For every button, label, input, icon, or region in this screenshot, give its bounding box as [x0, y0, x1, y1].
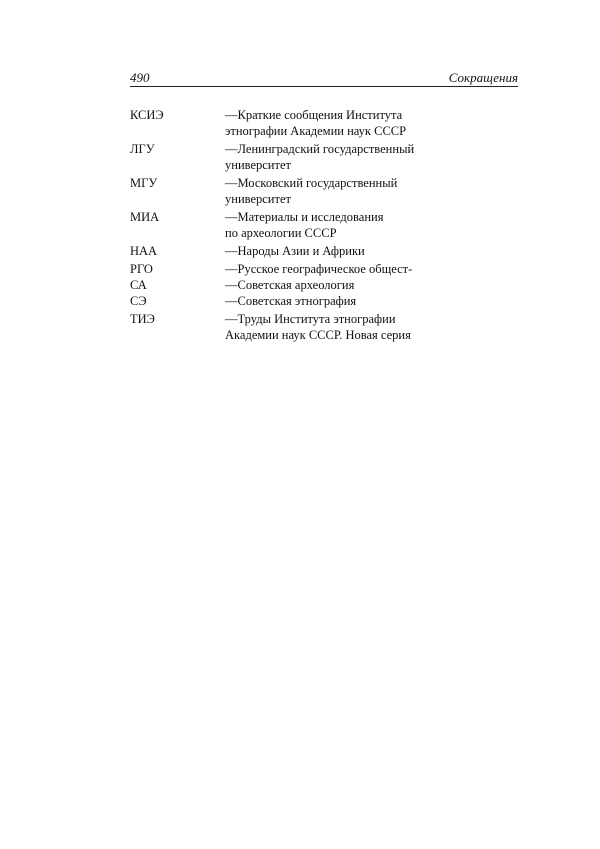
abbreviation-entry [130, 243, 518, 259]
abbreviation-expansion [225, 243, 518, 259]
abbreviation-entry [130, 261, 518, 277]
abbreviation-term: МИА [130, 210, 160, 224]
expansion-line: —Ленинградский государственный [225, 142, 415, 156]
running-header [130, 70, 518, 87]
abbreviation-term: РГО [130, 262, 153, 276]
abbreviation-term: НАА [130, 244, 158, 258]
abbreviation-expansion [225, 209, 518, 241]
abbreviation-entry [130, 311, 518, 343]
abbreviation-entry [130, 107, 518, 139]
page-number: 490 [130, 70, 150, 85]
expansion-line: —Московский государственный [225, 176, 398, 190]
abbreviation-entry [130, 293, 518, 309]
abbreviation-term: СЭ [130, 294, 147, 308]
expansion-line: —Краткие сообщения Института [225, 108, 403, 122]
expansion-line: университет [225, 158, 291, 172]
expansion-line: —Русское географическое общест- [225, 262, 413, 276]
expansion-line: —Народы Азии и Африки [225, 244, 365, 258]
expansion-line: —Труды Института этнографии [225, 312, 396, 326]
abbreviation-entry [130, 175, 518, 207]
abbreviation-entry [130, 141, 518, 173]
abbreviation-expansion [225, 277, 518, 293]
abbreviation-entry [130, 209, 518, 241]
abbreviation-expansion [225, 175, 518, 207]
expansion-line: этнографии Академии наук СССР [225, 124, 407, 138]
abbreviation-expansion [225, 311, 518, 343]
expansion-line: по археологии СССР [225, 226, 337, 240]
abbreviation-entry [130, 277, 518, 293]
expansion-line: —Материалы и исследования [225, 210, 384, 224]
abbreviation-term: ЛГУ [130, 142, 155, 156]
expansion-line: —Советская археология [225, 278, 355, 292]
expansion-line: университет [225, 192, 291, 206]
expansion-line: Академии наук СССР. Новая серия [225, 328, 411, 342]
abbreviation-term: КСИЭ [130, 108, 164, 122]
abbreviation-term: МГУ [130, 176, 158, 190]
expansion-line: —Советская этнография [225, 294, 357, 308]
abbreviation-list [130, 107, 518, 343]
section-title: Сокращения [448, 70, 518, 85]
abbreviation-expansion [225, 141, 518, 173]
abbreviation-expansion [225, 107, 518, 139]
abbreviation-term: СА [130, 278, 147, 292]
abbreviation-expansion [225, 293, 518, 309]
abbreviation-expansion [225, 261, 518, 277]
abbreviation-term: ТИЭ [130, 312, 155, 326]
